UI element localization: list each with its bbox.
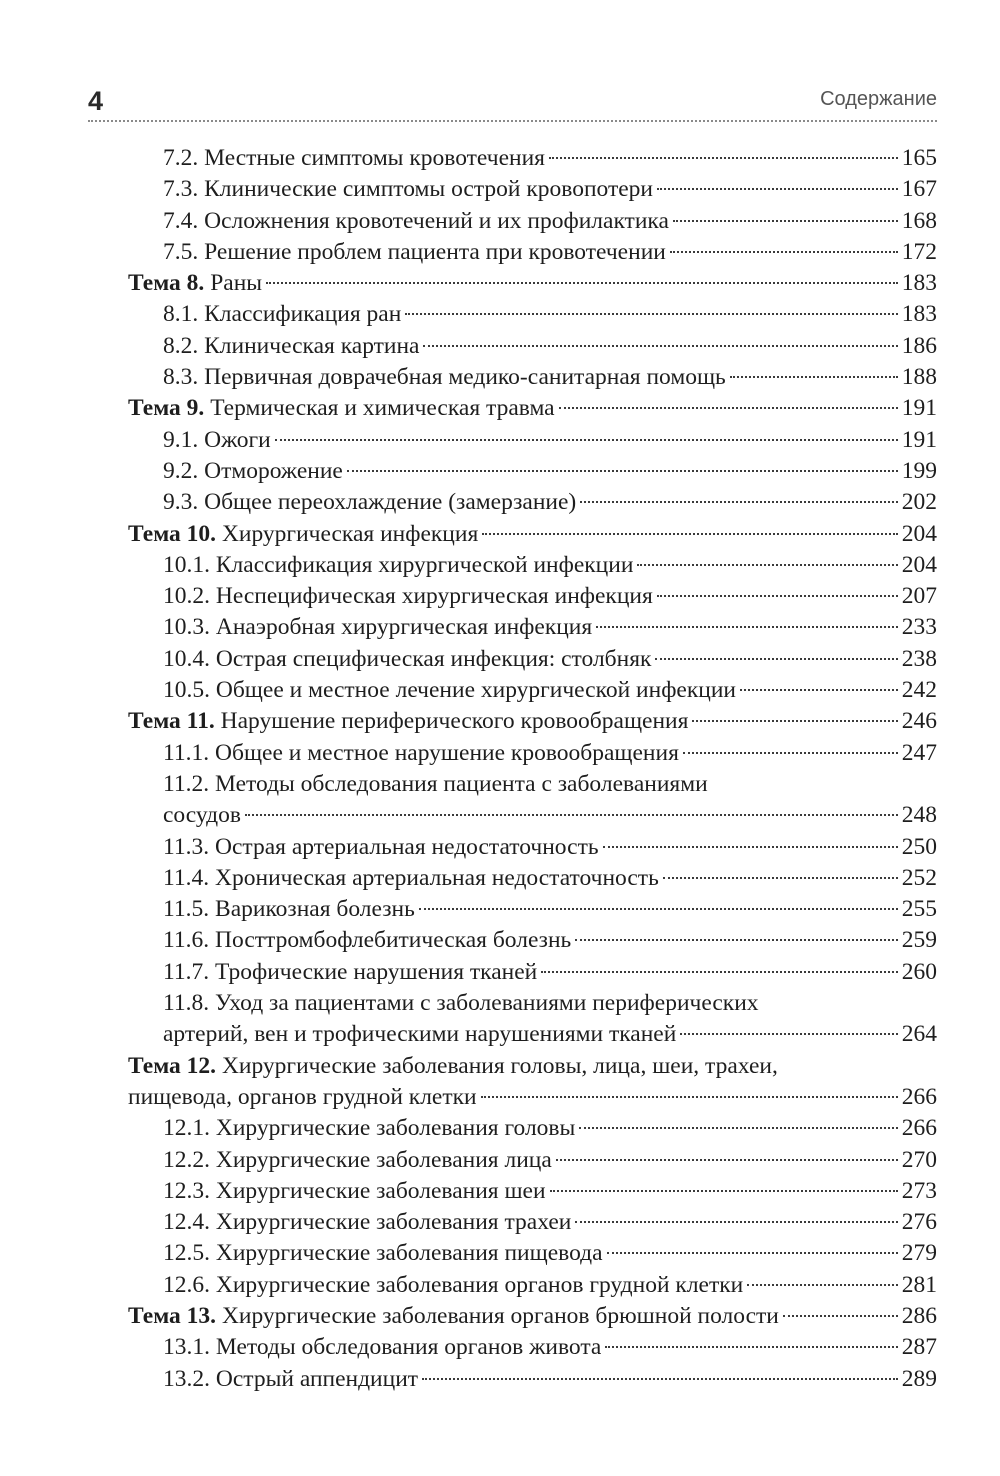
toc-subsection-entry <box>128 832 937 863</box>
toc-entry-title: Уход за пациентами с заболеваниями периферических <box>215 990 759 1017</box>
toc-page-number: 259 <box>901 927 937 954</box>
toc-entry-title: Острый аппендицит <box>215 1365 419 1392</box>
toc-page-number: 191 <box>901 395 937 422</box>
toc-entry-label <box>128 393 555 424</box>
dot-leader <box>556 1159 898 1161</box>
toc-entry-number: Тема 9. <box>128 395 205 422</box>
toc-subsection-entry <box>128 425 937 456</box>
toc-entry-title: Клиническая картина <box>204 332 420 359</box>
toc-page-number: 204 <box>901 520 937 547</box>
toc-page-number: 238 <box>901 645 937 672</box>
dot-leader <box>657 595 898 597</box>
dot-leader <box>579 1127 897 1129</box>
toc-subsection-entry <box>128 1332 937 1363</box>
toc-entry-label <box>128 1051 778 1082</box>
toc-entry-title: Первичная доврачебная медико-санитарная помощь <box>204 364 726 391</box>
toc-page-number: 252 <box>901 864 937 891</box>
toc-page-number: 281 <box>901 1271 937 1298</box>
toc-topic-entry <box>128 268 937 299</box>
toc-entry-label <box>163 1176 546 1207</box>
toc-entry-label <box>163 925 571 956</box>
toc-entry-title: Варикозная болезнь <box>215 896 415 923</box>
dot-leader <box>405 313 897 315</box>
toc-entry-label <box>163 675 736 706</box>
toc-subsection-entry <box>128 1145 937 1176</box>
toc-subsection-entry <box>128 331 937 362</box>
toc-subsection-entry <box>128 362 937 393</box>
toc-entry-label <box>163 612 592 643</box>
toc-subsection-entry <box>128 456 937 487</box>
toc-page-number: 266 <box>901 1115 937 1142</box>
toc-entry-title: Методы обследования пациента с заболеваниями <box>215 770 708 797</box>
toc-entry-number: 8.3. <box>163 364 199 391</box>
toc-entry-label <box>163 988 759 1019</box>
toc-entry-title: Хирургические заболевания органов грудной клетки <box>215 1271 744 1298</box>
toc-subsection-entry <box>128 957 937 988</box>
toc-entry-label <box>163 1332 601 1363</box>
dot-leader <box>419 908 898 910</box>
toc-page-number: 273 <box>901 1177 937 1204</box>
toc-subsection-entry <box>128 769 937 800</box>
toc-page-number: 202 <box>901 489 937 516</box>
toc-page-number: 183 <box>901 301 937 328</box>
dot-leader <box>596 626 898 628</box>
toc-subsection-entry <box>128 675 937 706</box>
dot-leader <box>423 345 897 347</box>
toc-entry-title: Местные симптомы кровотечения <box>204 145 545 171</box>
toc-page-number: 207 <box>901 583 937 610</box>
toc-entry-number: Тема 13. <box>128 1302 217 1329</box>
toc-entry-title: Клинические симптомы острой кровопотери <box>204 176 653 203</box>
toc-entry-number: 11.5. <box>163 896 210 923</box>
toc-entry-label <box>163 331 419 362</box>
toc-entry-number: 9.2. <box>163 457 199 484</box>
toc-entry-label <box>163 1270 743 1301</box>
toc-entry-number: 7.5. <box>163 238 199 265</box>
toc-page-number: 276 <box>901 1209 937 1236</box>
toc-subsection-entry <box>128 644 937 675</box>
dot-leader <box>559 407 898 409</box>
toc-entry-title: Хирургическая инфекция <box>221 520 479 547</box>
toc-entry-title-continued: пищевода, органов грудной клетки <box>128 1083 477 1110</box>
toc-page-number: 167 <box>901 176 937 203</box>
toc-entry-label <box>128 268 262 299</box>
toc-subsection-entry <box>128 863 937 894</box>
toc-topic-entry <box>128 1301 937 1332</box>
toc-entry-title: Методы обследования органов живота <box>215 1334 602 1361</box>
toc-subsection-entry <box>128 894 937 925</box>
toc-entry-label <box>163 644 651 675</box>
toc-entry-label <box>163 1364 418 1395</box>
toc-page-number: 188 <box>901 364 937 391</box>
toc-entry-label <box>163 237 666 268</box>
toc-entry-number: 11.2. <box>163 770 210 797</box>
dot-leader <box>275 439 898 441</box>
toc-entry-title: Хирургические заболевания пищевода <box>215 1240 603 1267</box>
dot-leader <box>747 1284 898 1286</box>
toc-page-number: 289 <box>901 1365 937 1392</box>
toc-entry-number: 12.5. <box>163 1240 210 1267</box>
table-of-contents <box>128 143 937 1395</box>
toc-subsection-entry <box>128 1364 937 1395</box>
toc-entry-label <box>128 706 688 737</box>
toc-subsection-entry <box>128 550 937 581</box>
toc-page-number: 286 <box>901 1302 937 1329</box>
header-dotted-rule <box>88 120 937 122</box>
toc-entry-title: Хирургические заболевания лица <box>215 1146 552 1173</box>
toc-entry-label <box>163 456 343 487</box>
dot-leader <box>575 1221 897 1223</box>
toc-entry-number: 12.2. <box>163 1146 210 1173</box>
dot-leader <box>673 220 898 222</box>
toc-entry-number: 10.5. <box>163 677 210 704</box>
toc-entry-number: Тема 11. <box>128 708 215 735</box>
toc-entry-title: Анаэробная хирургическая инфекция <box>215 614 593 641</box>
toc-entry-number: 11.6. <box>163 927 210 954</box>
toc-entry-label <box>163 769 708 800</box>
toc-entry-label <box>163 550 633 581</box>
toc-entry-label <box>163 1238 603 1269</box>
dot-leader <box>670 251 898 253</box>
toc-entry-number: Тема 12. <box>128 1052 217 1079</box>
toc-subsection-entry <box>128 206 937 237</box>
toc-subsection-entry <box>128 738 937 769</box>
toc-entry-title: Острая артериальная недостаточность <box>215 833 599 860</box>
toc-entry-title: Термическая и химическая травма <box>210 395 555 422</box>
toc-page-number: 172 <box>901 238 937 265</box>
toc-page-number: 168 <box>901 207 937 234</box>
toc-entry-title: Классификация хирургической инфекции <box>215 551 634 578</box>
toc-page-number: 266 <box>901 1083 937 1110</box>
dot-leader <box>580 501 898 503</box>
toc-entry-number: 8.1. <box>163 301 199 328</box>
toc-entry-label <box>163 174 653 205</box>
toc-subsection-entry <box>128 925 937 956</box>
toc-subsection-entry <box>128 1176 937 1207</box>
toc-entry-title: Решение проблем пациента при кровотечении <box>204 238 666 265</box>
toc-entry-label <box>163 425 271 456</box>
dot-leader <box>245 814 898 816</box>
toc-entry-title: Трофические нарушения тканей <box>215 958 538 985</box>
toc-entry-number: 13.2. <box>163 1365 210 1392</box>
toc-entry-continuation <box>128 800 937 831</box>
toc-entry-number: 11.8. <box>163 990 210 1017</box>
dot-leader <box>575 939 898 941</box>
toc-page-number: 204 <box>901 551 937 578</box>
toc-subsection-entry <box>128 299 937 330</box>
toc-page-number: 287 <box>901 1334 937 1361</box>
toc-subsection-entry <box>128 1270 937 1301</box>
toc-subsection-entry <box>128 143 937 174</box>
toc-page-number: 242 <box>901 677 937 704</box>
toc-entry-number: 7.4. <box>163 207 199 234</box>
page-header <box>88 82 937 126</box>
toc-entry-number: 11.3. <box>163 833 210 860</box>
toc-entry-continuation <box>128 1019 937 1050</box>
toc-entry-number: 12.3. <box>163 1177 210 1204</box>
toc-page-number: 165 <box>901 145 937 171</box>
toc-subsection-entry <box>128 1207 937 1238</box>
toc-entry-number: 11.1. <box>163 739 210 766</box>
dot-leader <box>603 846 898 848</box>
toc-page-number: 183 <box>901 270 937 297</box>
toc-entry-title-continued: артерий, вен и трофическими нарушениями тканей <box>163 1021 677 1048</box>
toc-entry-label <box>163 143 545 174</box>
toc-topic-entry <box>128 706 937 737</box>
toc-entry-label <box>163 299 401 330</box>
dot-leader <box>481 1096 898 1098</box>
toc-entry-number: 10.4. <box>163 645 210 672</box>
toc-page-number: 246 <box>901 708 937 735</box>
dot-leader <box>663 877 898 879</box>
toc-entry-number: 11.4. <box>163 864 210 891</box>
toc-page-number: 191 <box>901 426 937 453</box>
toc-entry-number: 13.1. <box>163 1334 210 1361</box>
toc-entry-label <box>163 1145 552 1176</box>
toc-entry-label <box>163 738 679 769</box>
toc-entry-number: 7.3. <box>163 176 199 203</box>
dot-leader <box>655 658 897 660</box>
toc-entry-number: 7.2. <box>163 145 199 171</box>
toc-subsection-entry <box>128 1113 937 1144</box>
toc-subsection-entry <box>128 174 937 205</box>
toc-entry-label <box>128 519 478 550</box>
toc-page-number: 247 <box>901 739 937 766</box>
toc-page-number: 199 <box>901 457 937 484</box>
toc-entry-number: 10.1. <box>163 551 210 578</box>
toc-entry-title: Осложнения кровотечений и их профилактика <box>204 207 669 234</box>
toc-entry-title: Хирургические заболевания трахеи <box>215 1209 572 1236</box>
toc-entry-label <box>163 1207 571 1238</box>
toc-entry-title: Общее и местное лечение хирургической инфекции <box>215 677 736 704</box>
dot-leader <box>683 752 898 754</box>
toc-subsection-entry <box>128 237 937 268</box>
toc-entry-label <box>163 487 576 518</box>
toc-entry-title-continued: сосудов <box>163 802 241 829</box>
toc-subsection-entry <box>128 1238 937 1269</box>
toc-entry-label <box>163 1113 575 1144</box>
toc-topic-entry <box>128 519 937 550</box>
toc-entry-title: Нарушение периферического кровообращения <box>220 708 689 735</box>
toc-entry-title: Хирургические заболевания органов брюшной полости <box>221 1302 779 1329</box>
toc-entry-label <box>128 1301 779 1332</box>
toc-entry-number: 9.1. <box>163 426 199 453</box>
dot-leader <box>692 720 897 722</box>
toc-page-number: 248 <box>901 802 937 829</box>
toc-entry-title: Общее и местное нарушение кровообращения <box>215 739 679 766</box>
toc-entry-title: Отморожение <box>204 457 343 484</box>
toc-entry-number: Тема 8. <box>128 270 205 297</box>
toc-page-number: 186 <box>901 332 937 359</box>
toc-page-number: 270 <box>901 1146 937 1173</box>
toc-entry-title: Хирургические заболевания головы <box>215 1115 576 1142</box>
toc-entry-title: Хирургические заболевания шеи <box>215 1177 546 1204</box>
toc-entry-number: 12.6. <box>163 1271 210 1298</box>
dot-leader <box>783 1315 898 1317</box>
toc-entry-number: Тема 10. <box>128 520 217 547</box>
toc-entry-title: Общее переохлаждение (замерзание) <box>204 489 577 516</box>
dot-leader <box>657 188 898 190</box>
toc-entry-continuation <box>128 1082 937 1113</box>
toc-entry-number: 10.3. <box>163 614 210 641</box>
toc-entry-title: Неспецифическая хирургическая инфекция <box>215 583 653 610</box>
toc-subsection-entry <box>128 988 937 1019</box>
toc-entry-title: Посттромбофлебитическая болезнь <box>215 927 572 954</box>
toc-entry-label <box>163 206 669 237</box>
toc-entry-title: Хроническая артериальная недостаточность <box>215 864 659 891</box>
toc-page-number: 255 <box>901 896 937 923</box>
toc-entry-label <box>163 894 415 925</box>
dot-leader <box>549 157 898 159</box>
running-section-title: Содержание <box>820 88 937 110</box>
toc-entry-label <box>163 863 659 894</box>
toc-entry-label <box>163 957 537 988</box>
toc-entry-title: Классификация ран <box>204 301 402 328</box>
dot-leader <box>740 689 898 691</box>
toc-entry-label <box>163 581 653 612</box>
toc-entry-number: 11.7. <box>163 958 210 985</box>
toc-entry-number: 8.2. <box>163 332 199 359</box>
toc-entry-label <box>163 362 726 393</box>
dot-leader <box>607 1252 898 1254</box>
toc-page-number: 250 <box>901 833 937 860</box>
toc-page-number: 279 <box>901 1240 937 1267</box>
toc-entry-label <box>163 832 599 863</box>
toc-entry-title: Острая специфическая инфекция: столбняк <box>215 645 652 672</box>
toc-topic-entry <box>128 393 937 424</box>
dot-leader <box>680 1033 897 1035</box>
dot-leader <box>730 376 898 378</box>
dot-leader <box>422 1378 898 1380</box>
toc-subsection-entry <box>128 487 937 518</box>
toc-entry-title: Хирургические заболевания головы, лица, шеи, трахеи, <box>221 1052 778 1079</box>
toc-subsection-entry <box>128 612 937 643</box>
toc-page-number: 264 <box>901 1021 937 1048</box>
dot-leader <box>266 282 898 284</box>
dot-leader <box>605 1346 897 1348</box>
dot-leader <box>482 533 897 535</box>
dot-leader <box>347 470 898 472</box>
toc-entry-number: 9.3. <box>163 489 199 516</box>
toc-page-number: 260 <box>901 958 937 985</box>
toc-subsection-entry <box>128 581 937 612</box>
page-number: 4 <box>88 86 104 116</box>
dot-leader <box>637 564 897 566</box>
toc-page-number: 233 <box>901 614 937 641</box>
toc-topic-entry <box>128 1051 937 1082</box>
toc-entry-number: 12.1. <box>163 1115 210 1142</box>
toc-entry-title: Раны <box>210 270 263 297</box>
toc-entry-number: 10.2. <box>163 583 210 610</box>
dot-leader <box>541 971 898 973</box>
toc-entry-number: 12.4. <box>163 1209 210 1236</box>
toc-entry-title: Ожоги <box>204 426 271 453</box>
dot-leader <box>550 1190 898 1192</box>
